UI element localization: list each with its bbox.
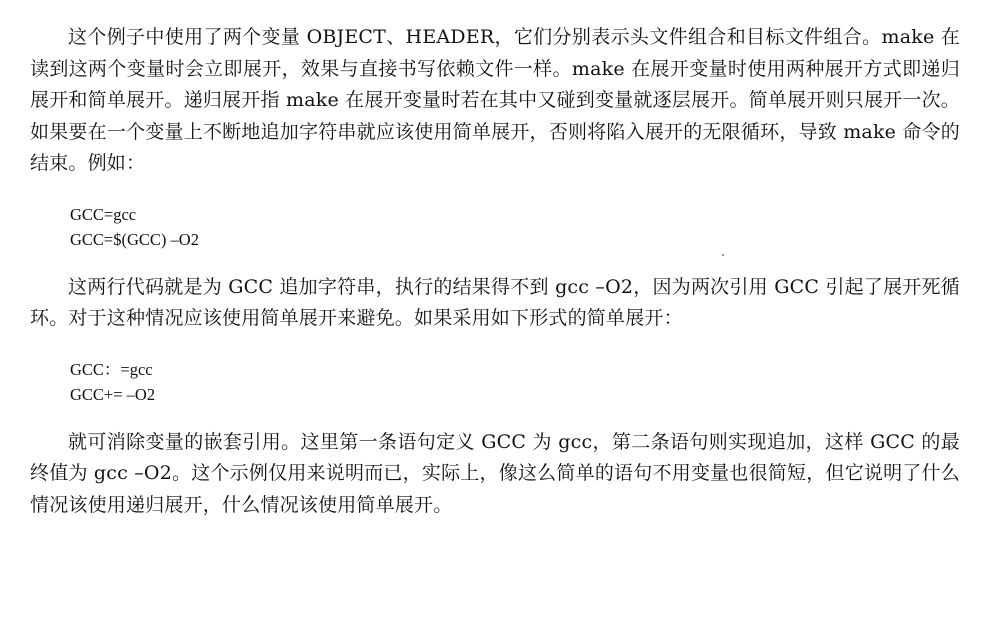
code-block-recursive-example — [30, 202, 960, 252]
paragraph-conclusion: 就可消除变量的嵌套引用。这里第一条语句定义 GCC 为 gcc，第二条语句则实现追加，这样 GCC 的最终值为 gcc –O2。这个示例仅用来说明而已，实际上，像这么简单的语句不用变量也很简短，但它说明了什么情况该使用递归展开，什么情况该使用简单展开。 — [30, 430, 960, 516]
code-line: GCC=$(GCC) –O2 — [70, 229, 199, 249]
code-line: GCC=gcc — [70, 204, 137, 224]
code-line: GCC+= –O2 — [70, 384, 156, 404]
paragraph-infinite-loop-explanation: 这两行代码就是为 GCC 追加字符串，执行的结果得不到 gcc –O2，因为两次引用 GCC 引起了展开死循环。对于这种情况应该使用简单展开来避免。如果采用如下形式的简单展开： — [30, 275, 960, 329]
code-block-simple-expansion-example — [30, 357, 960, 407]
code-line: GCC：=gcc — [70, 359, 153, 379]
scan-speck — [722, 254, 724, 256]
paragraph-recursive-vs-simple-expansion: 这个例子中使用了两个变量 OBJECT、HEADER，它们分别表示头文件组合和目标文件组合。make 在读到这两个变量时会立即展开，效果与直接书写依赖文件一样。make 在展开变量时使用两种展开方式即递归展开和简单展开。递归展开指 make 在展开变量时若在其中又碰到变量就逐层展开。简单展开则只展开一次。如果要在一个变量上不断地追加字符串就应该使用简单展开，否则将陷入展开的无限循环，导致 make 命令的结束。例如： — [30, 26, 960, 174]
